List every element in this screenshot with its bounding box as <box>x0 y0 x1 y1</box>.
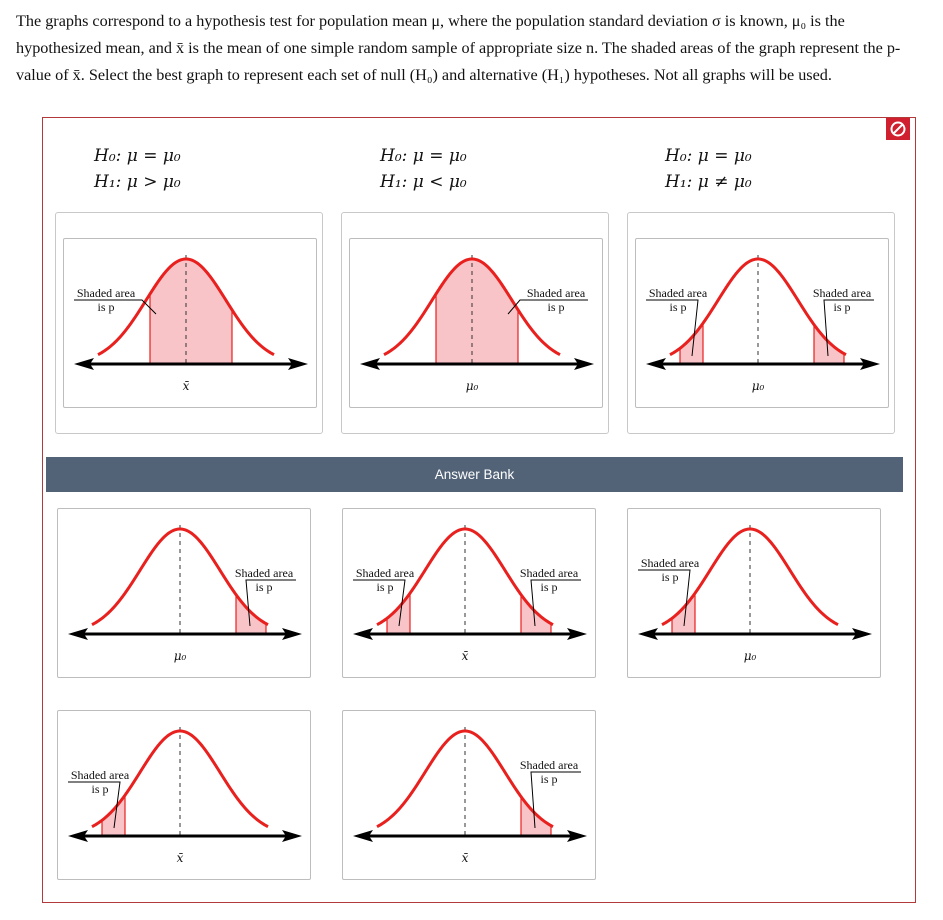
placed-graph-card[interactable] <box>349 238 603 408</box>
hypothesis-set-2 <box>380 143 467 195</box>
label-leader-line <box>74 300 156 314</box>
shaded-area-label-line2: is p <box>97 300 115 314</box>
hypothesis-set-3 <box>665 143 752 195</box>
bank-graph-card[interactable] <box>627 508 881 678</box>
alternative-hypothesis: H₁: μ > μ₀ <box>94 172 181 192</box>
answer-bank-header: Answer Bank <box>46 457 903 492</box>
bell-curve-graph <box>350 239 603 408</box>
mu0-axis-label: μ₀ <box>743 649 757 663</box>
bank-graph-card[interactable] <box>342 710 596 880</box>
shaded-area-label-line2: is p <box>833 300 851 314</box>
shaded-area-label-line1: Shaded area <box>70 768 130 782</box>
bell-curve-graph <box>636 239 889 408</box>
shaded-area-label-line2: is p <box>376 580 394 594</box>
bank-graph-card[interactable] <box>57 710 311 880</box>
alternative-hypothesis: H₁: μ < μ₀ <box>380 172 467 192</box>
bell-curve-graph <box>58 509 311 678</box>
clear-icon[interactable] <box>886 118 910 140</box>
null-hypothesis: H₀: μ = μ₀ <box>380 146 467 166</box>
shaded-area-label-line1: Shaded area <box>519 758 579 772</box>
shaded-area-label-line1: Shaded area <box>234 566 294 580</box>
xbar-axis-label: x̄ <box>461 851 469 865</box>
shaded-area-label-line1: Shaded area <box>76 286 136 300</box>
mu0-axis-label: μ₀ <box>173 649 187 663</box>
shaded-area-label-line1: Shaded area <box>812 286 872 300</box>
shaded-area-label-line2: is p <box>540 772 558 786</box>
shaded-area-label-line2: is p <box>669 300 687 314</box>
bank-graph-card[interactable] <box>342 508 596 678</box>
shaded-area-label-line2: is p <box>255 580 273 594</box>
xbar-axis-label: x̄ <box>182 379 190 393</box>
bell-curve-graph <box>64 239 317 408</box>
bell-curve-graph <box>343 509 596 678</box>
bank-graph-card[interactable] <box>57 508 311 678</box>
null-hypothesis: H₀: μ = μ₀ <box>94 146 181 166</box>
shaded-area-label-line1: Shaded area <box>640 556 700 570</box>
hypothesis-set-1 <box>94 143 181 195</box>
shaded-area-label-line1: Shaded area <box>519 566 579 580</box>
shaded-area-label-line2: is p <box>661 570 679 584</box>
xbar-axis-label: x̄ <box>176 851 184 865</box>
shaded-area-label <box>508 286 588 314</box>
shaded-area-label-line2: is p <box>547 300 565 314</box>
placed-graph-card[interactable] <box>63 238 317 408</box>
xbar-axis-label: x̄ <box>461 649 469 663</box>
bell-curve-graph <box>58 711 311 880</box>
shaded-area-label-line2: is p <box>540 580 558 594</box>
mu0-axis-label: μ₀ <box>465 379 479 393</box>
alternative-hypothesis: H₁: μ ≠ μ₀ <box>665 172 752 192</box>
instructions: The graphs correspond to a hypothesis test for population mean μ, where the population standard deviation σ is known, μ₀ is the hypothesized mean, and x̄ is the mean of one simple random sample of appropriate size n. The shaded areas of the graph represent the p-value of x̄. Select the best graph to represent each set of null (H₀) and alternative (H₁) hypotheses. Not all graphs will be used. <box>16 12 901 84</box>
mu0-axis-label: μ₀ <box>751 379 765 393</box>
bell-curve-graph <box>343 711 596 880</box>
shaded-area-label-line1: Shaded area <box>648 286 708 300</box>
shaded-area-label <box>74 286 156 314</box>
shaded-area-label-line1: Shaded area <box>355 566 415 580</box>
shaded-area-label-line2: is p <box>91 782 109 796</box>
shaded-area-label-line1: Shaded area <box>526 286 586 300</box>
null-hypothesis: H₀: μ = μ₀ <box>665 146 752 166</box>
bell-curve-graph <box>628 509 881 678</box>
placed-graph-card[interactable] <box>635 238 889 408</box>
